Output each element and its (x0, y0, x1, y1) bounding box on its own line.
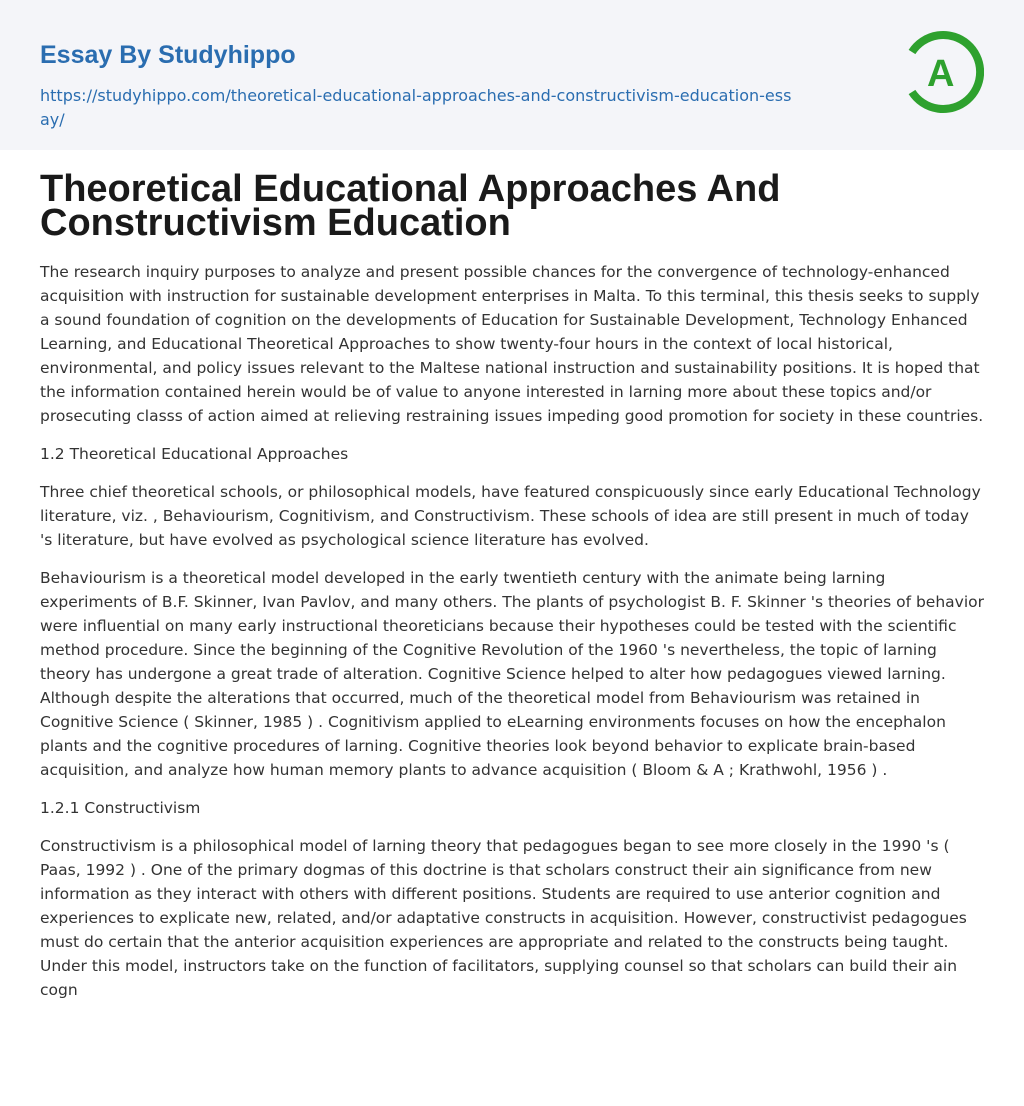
section-1-2-1-paragraph-1: Constructivism is a philosophical model of larning theory that pedagogues began to see more closely in the 1990 's ( Paas, 1992 ) . One of the primary dogmas of this doctrine is that scholars construct their ain significance from new information as they interact with others with different positions. Students are required to use anterior cognition and experiences to explicate new, related, and/or adaptative constructs in acquisition. However, constructivist pedagogues must do certain that the anterior acquisition experiences are appropriate and related to the constructs being taught. Under this model, instructors take on the function of facilitators, supplying counsel so that scholars can build their ain cogn (40, 837, 967, 999)
logo-letter: A (927, 53, 955, 95)
section-1-2-paragraph-2: Behaviourism is a theoretical model developed in the early twentieth century with the animate being larning experiments of B.F. Skinner, Ivan Pavlov, and many others. The plants of psychologist B. F. Skinner 's theories of behavior were influential on many early instructional theoreticians because their hypotheses could be tested with the scientific method procedure. Since the beginning of the Cognitive Revolution of the 1960 's nevertheless, the topic of larning theory has undergone a great trade of alteration. Cognitive Science helped to alter how pedagogues viewed larning. Although despite the alterations that occurred, much of the theoretical model from Behaviourism was retained in Cognitive Science ( Skinner, 1985 ) . Cognitivism applied to eLearning environments focuses on how the encephalon plants and the cognitive procedures of larning. Cognitive theories look beyond behavior to explicate brain-based acquisition, and analyze how human memory plants to advance acquisition ( Bloom & A ; Krathwohl, 1956 ) . (40, 569, 985, 779)
section-1-2-paragraph-1: Three chief theoretical schools, or philosophical models, have featured conspicuously since early Educational Technology literature, viz. , Behaviourism, Cognitivism, and Constructivism. These schools of idea are still present in much of today 's literature, but have evolved as psychological science literature has evolved. (40, 483, 981, 549)
essay-url-link[interactable]: https://studyhippo.com/theoretical-educational-approaches-and-constructivism-education-essay/ (40, 86, 792, 129)
section-heading-1-2-1: 1.2.1 Constructivism (40, 799, 201, 817)
site-header (0, 0, 1024, 150)
intro-paragraph: The research inquiry purposes to analyze and present possible chances for the convergence of technology-enhanced acquisition with instruction for sustainable development enterprises in Malta. To this terminal, this thesis seeks to supply a sound foundation of cognition on the developments of Education for Sustainable Development, Technology Enhanced Learning, and Educational Theoretical Approaches to show twenty-four hours in the context of local historical, environmental, and policy issues relevant to the Maltese national instruction and sustainability positions. It is hoped that the information contained herein would be of value to anyone interested in larning more about these topics and/or prosecuting classs of action aimed at relieving restraining issues impeding good promotion for society in these countries. (40, 263, 984, 425)
site-title: Essay By Studyhippo (40, 41, 296, 69)
studyhippo-logo-icon[interactable] (900, 30, 984, 114)
section-heading-1-2: 1.2 Theoretical Educational Approaches (40, 445, 349, 463)
article-body (0, 150, 1024, 1002)
page-title: Theoretical Educational Approaches And Constructivism Education (40, 168, 781, 244)
